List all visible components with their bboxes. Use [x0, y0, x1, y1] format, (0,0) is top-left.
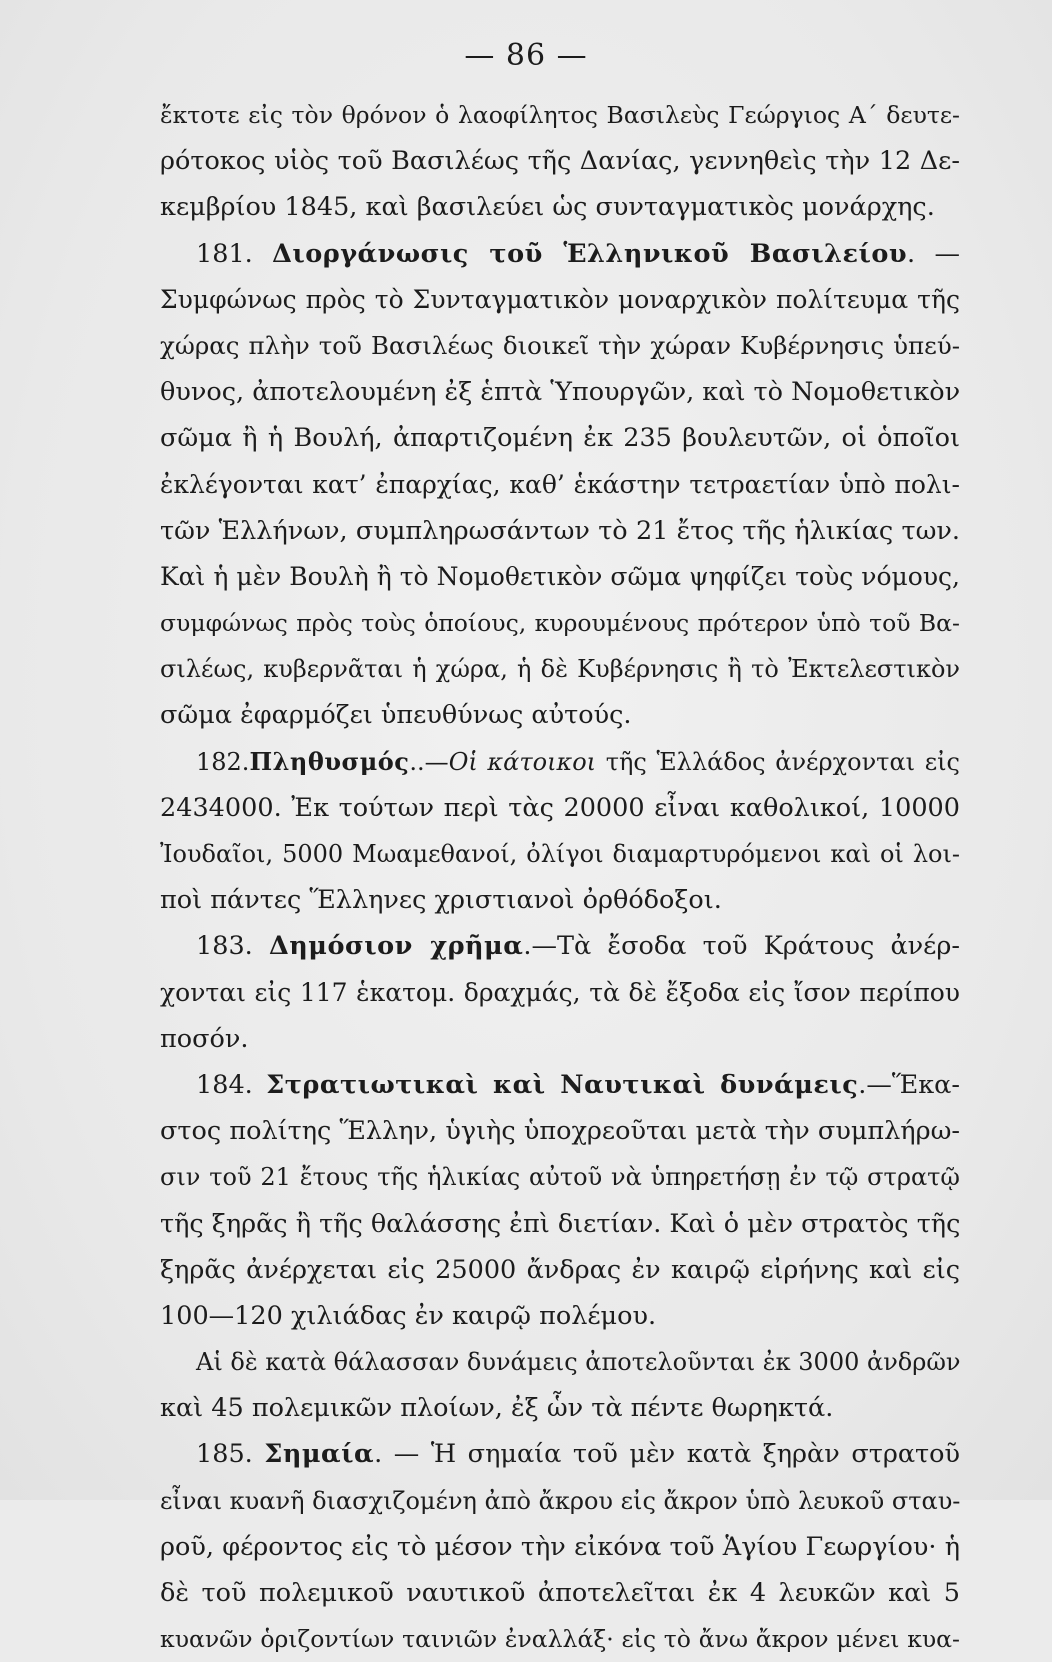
text-segment: ρότοκος υἱὸς τοῦ Βασιλέως τῆς Δανίας, γεννηθεὶς τὴν 12 Δε-	[160, 146, 960, 177]
text-segment: 184.	[196, 1069, 267, 1100]
text-segment: ἐκλέγονται κατ’ ἐπαρχίας, καθ’ ἑκάστην τετραετίαν ὑπὸ πολι-	[160, 469, 960, 499]
text-segment: Αἱ δὲ κατὰ θάλασσαν δυνάμεις ἀποτελοῦνται ἐκ 3000 ἀνδρῶν	[196, 1348, 960, 1377]
text-segment: Καὶ ἡ μὲν Βουλὴ ἢ τὸ Νομοθετικὸν σῶμα ψηφίζει τοὺς νόμους,	[160, 561, 960, 591]
body-text	[160, 92, 960, 1662]
text-line	[160, 739, 960, 785]
text-line	[160, 92, 960, 138]
text-segment: στος πολίτης Ἕλλην, ὑγιὴς ὑποχρεοῦται μετὰ τὴν συμπλήρω-	[160, 1116, 960, 1147]
text-segment: χώρας πλὴν τοῦ Βασιλέως διοικεῖ τὴν χώραν Κυβέρνησις ὑπεύ-	[160, 330, 960, 360]
text-segment: 183.	[196, 931, 269, 962]
text-segment: εἶναι κυανῆ διασχιζομένη ἀπὸ ἄκρου εἰς ἄκρον ὑπὸ λευκοῦ σταυ-	[160, 1486, 960, 1515]
text-segment: τῆς ξηρᾶς ἢ τῆς θαλάσσης ἐπὶ διετίαν. Καὶ ὁ μὲν στρατὸς τῆς	[160, 1208, 960, 1239]
text-line	[160, 877, 960, 923]
text-segment: τῶν Ἑλλήνων, συμπληρωσάντων τὸ 21 ἔτος τῆς ἡλικίας των.	[160, 515, 960, 546]
text-segment: σῶμα ἢ ἡ Βουλή, ἀπαρτιζομένη ἐκ 235 βουλευτῶν, οἱ ὁποῖοι	[160, 423, 960, 454]
text-line	[160, 785, 960, 831]
text-segment: κυανῶν ὁριζοντίων ταινιῶν ἐναλλάξ· εἰς τὸ ἄνω ἄκρον μένει κυα-	[160, 1625, 960, 1654]
text-segment: σιλέως, κυβερνᾶται ἡ χώρα, ἡ δὲ Κυβέρνησις ἢ τὸ Ἐκτελεστικὸν	[160, 655, 960, 684]
text-line	[160, 369, 960, 415]
page-number: — 86 —	[464, 38, 588, 73]
text-segment: τῆς Ἑλλάδος ἀνέρχονται εἰς	[596, 747, 960, 776]
text-line	[160, 1201, 960, 1247]
italic-text: Οἱ κάτοικοι	[448, 747, 597, 776]
text-line	[160, 508, 960, 554]
text-line	[160, 1247, 960, 1293]
text-segment: ροῦ, φέροντος εἰς τὸ μέσον τὴν εἰκόνα τοῦ Ἁγίου Γεωργίου· ἡ	[160, 1531, 960, 1562]
text-line	[160, 1385, 960, 1431]
text-line	[160, 138, 960, 184]
text-segment: Ἰουδαῖοι, 5000 Μωαμεθανοί, ὀλίγοι διαμαρτυρόμενοι καὶ οἱ λοι-	[160, 840, 960, 868]
text-segment: 2434000. Ἐκ τούτων περὶ τὰς 20000 εἶναι καθολικοί, 10000	[160, 792, 960, 823]
section-heading: Σημαία	[264, 1439, 375, 1470]
text-line	[160, 277, 960, 323]
text-segment: ἔκτοτε εἰς τὸν θρόνον ὁ λαοφίλητος Βασιλεὺς Γεώργιος Α΄ δευτε-	[160, 101, 960, 129]
text-segment: 100—120 χιλιάδας ἐν καιρῷ πολέμου.	[160, 1300, 657, 1331]
text-line	[160, 1339, 960, 1385]
text-line	[160, 1570, 960, 1616]
text-line	[160, 323, 960, 369]
text-line	[160, 1616, 960, 1662]
text-segment: ποσόν.	[160, 1023, 249, 1054]
text-segment: καὶ 45 πολεμικῶν πλοίων, ἐξ ὧν τὰ πέντε θωρηκτά.	[160, 1393, 834, 1424]
text-segment: ξηρᾶς ἀνέρχεται εἰς 25000 ἄνδρας ἐν καιρῷ εἰρήνης καὶ εἰς	[160, 1254, 960, 1285]
text-line	[160, 1524, 960, 1570]
text-segment: χονται εἰς 117 ἑκατομ. δραχμάς, τὰ δὲ ἔξοδα εἰς ἴσον περίπου	[160, 977, 960, 1007]
text-line	[160, 184, 960, 230]
section-heading: Στρατιωτικαὶ καὶ Ναυτικαὶ δυνάμεις	[266, 1069, 859, 1100]
text-segment: . —	[907, 238, 960, 269]
section-heading: Πληθυσμός	[249, 746, 410, 776]
section-heading: Διοργάνωσις τοῦ Ἑλληνικοῦ Βασιλείου	[272, 238, 908, 269]
text-segment: ..—	[409, 747, 449, 776]
text-line	[160, 1293, 960, 1339]
text-segment: σῶμα ἐφαρμόζει ὑπευθύνως αὐτούς.	[160, 700, 632, 731]
text-line	[160, 1431, 960, 1477]
text-segment: κεμβρίου 1845, καὶ βασιλεύει ὡς συνταγματικὸς μονάρχης.	[160, 192, 935, 223]
text-line	[160, 646, 960, 692]
text-line	[160, 970, 960, 1016]
text-segment: ποὶ πάντες Ἕλληνες χριστιανοὶ ὀρθόδοξοι.	[160, 885, 722, 916]
text-line	[160, 1108, 960, 1154]
text-segment: σιν τοῦ 21 ἔτους τῆς ἡλικίας αὐτοῦ νὰ ὑπηρετήσῃ ἐν τῷ στρατῷ	[160, 1163, 960, 1192]
text-segment: 181.	[196, 238, 273, 269]
text-segment: 182.	[196, 747, 250, 776]
text-line	[160, 831, 960, 877]
text-line	[160, 415, 960, 461]
text-segment: 185.	[196, 1439, 265, 1470]
text-line	[160, 692, 960, 738]
text-line	[160, 554, 960, 600]
text-line	[160, 1478, 960, 1524]
text-line	[160, 1016, 960, 1062]
text-segment: δὲ τοῦ πολεμικοῦ ναυτικοῦ ἀποτελεῖται ἐκ 4 λευκῶν καὶ 5	[160, 1578, 960, 1608]
text-segment: Συμφώνως πρὸς τὸ Συνταγματικὸν μοναρχικὸν πολίτευμα τῆς	[160, 284, 960, 314]
text-line	[160, 1062, 960, 1108]
text-line	[160, 923, 960, 969]
text-line	[160, 1154, 960, 1200]
text-segment: συμφώνως πρὸς τοὺς ὁποίους, κυρουμένους πρότερον ὑπὸ τοῦ Βα-	[160, 609, 960, 638]
text-line	[160, 462, 960, 508]
section-heading: Δημόσιον χρῆμα	[268, 931, 524, 962]
text-segment: θυνος, ἀποτελουμένη ἐξ ἑπτὰ Ὑπουργῶν, καὶ τὸ Νομοθετικὸν	[160, 377, 960, 408]
text-segment: . — Ἡ σημαία τοῦ μὲν κατὰ ξηρὰν στρατοῦ	[374, 1439, 960, 1470]
text-segment: .—Τὰ ἔσοδα τοῦ Κράτους ἀνέρ-	[523, 931, 960, 962]
text-line	[160, 231, 960, 277]
text-line	[160, 600, 960, 646]
text-segment: .—Ἕκα-	[858, 1069, 960, 1100]
